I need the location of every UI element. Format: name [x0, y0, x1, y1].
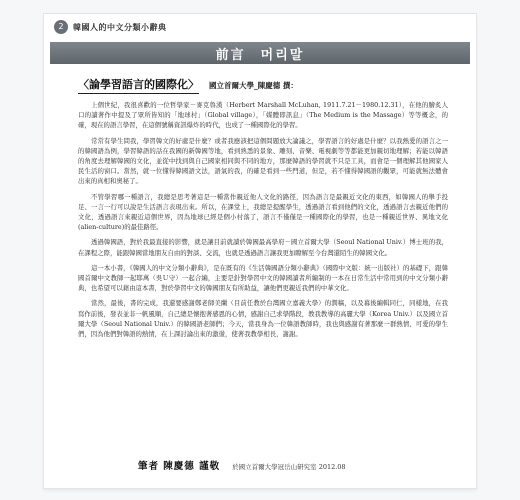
article-byline: 國立首爾大學_陳慶德 撰：: [209, 81, 298, 90]
running-header: [54, 20, 167, 34]
page-number-badge: 2: [54, 20, 68, 34]
document-page: [44, 14, 476, 488]
paragraph: 上個世紀，我很喜歡的一位哲學家－麥克魯漢（Herbert Marshall McLuhan, 1911.7.21－1980.12.31），在他的膾炙人口的讀著作中提及了眾所皆知的「地球村」（Global village），「媒體即訊息」（The Medium is the Massage）等等概念，的確，現在的語言學習，在這個號稱資訊爆炸的時代，也成了一種國際化的學習。: [78, 101, 448, 130]
section-title-band: [50, 42, 470, 64]
signature-block: [138, 458, 346, 472]
paragraph: 這一本小書，《韓國人的中文分類小辭典》，是在既有的《生活韓國語分類小辭典》（國際中文版：統一出版社）的基礎下，跟韓國首爾中文教師一起耶萬（吳Ｕ守）一起合編，主要是針對學習中文的韓國讀者所編制的一本在日常生活中常用到的中文分類小辭典，也希望可以藉由這本書，對於學習中文的韓國朋友有所助益，讓他們更親近我們的中華文化。: [78, 263, 448, 293]
paragraph: 透過韓國語，對於我最直接的影響，就是讓目前就讀於韓國最高學府－國立首爾大學（Seoul National Univ.）博士班的我，在課程之際，能跟韓國當地朋友自由的對談、交流，也就是透過語言讓我更加瞭解至今台灣還陌生的韓國文化。: [78, 238, 448, 257]
article-heading: [78, 76, 448, 94]
section-title: 前言 머리말: [215, 47, 305, 63]
author-signature: 筆者 陳慶德 謹敬: [138, 461, 221, 472]
signature-note: 於國立首爾大學冠岳山研究室 2012.08: [232, 463, 346, 471]
article-title: 〈論學習語言的國際化〉: [78, 76, 199, 94]
article-body: [78, 76, 448, 344]
paragraph: 當然，最後，書的完成，我還要感謝鄭老師美蘭（目前任教於台灣國立嘉義大學）的潤稿，以及幕後編輯同仁，同樣地，在我寫作前後，發表並非一帆風順，自己總是懷抱著感恩的心情，感謝自己求學階段，教我教導的高麗大學（Korea Univ.）以及國立首爾大學（Seoul National Univ.）的韓國語老師們；今天，當我身為一位韓語教師時，我也與感謝有著那麼一群熱情、可愛的學生們，因為他們對韓語的熱情，在上課討論出來的激盪，使著我教學相長，謝謝。: [78, 299, 448, 339]
paragraph: 不管學習哪一種語言，我總是思考著這是一種當作親近他人文化的路徑，因為語言是最親近文化的東西，如韓國人的舉手投足、一言一行可以說是生活語言表現出來。所以，在課堂上，我總是提醒學生，透過語言看到他們的文化，透過語言去親近他們的文化，透過語言來親近這個世界，因為地球已經是個小村落了，語言不僅僅是一種國際化的學習，也是一種親近世界、異地文化(alien-culture)的最佳路徑。: [78, 192, 448, 232]
paragraph: 常常有學生問我，學習韓文的好處是什麼？或者我應該把這個問題放大論議之，學習語言的好處是什麼？以我熱愛的語言之一的韓國語為例，學習韓語的話在我國的新韓國等地，看到熟悉的景象、雕刻、音樂、電視劇等等都能更加親切地理解；若能以韓語的角度去理解韓國的文化，並從中找到與自己國家相同與不同的地方，那麼韓語的學習就不只是工具，而會是一個理解其他國家人民生活的窗口。當然，就一位懂得韓國語文法，語氣的我，的確是看到一些門道，但是，若不懂得韓國語的觀眾，可能就無法體會出來的真相和奧秘了。: [78, 136, 448, 186]
book-title: 韓國人的中文分類小辭典: [73, 22, 167, 32]
